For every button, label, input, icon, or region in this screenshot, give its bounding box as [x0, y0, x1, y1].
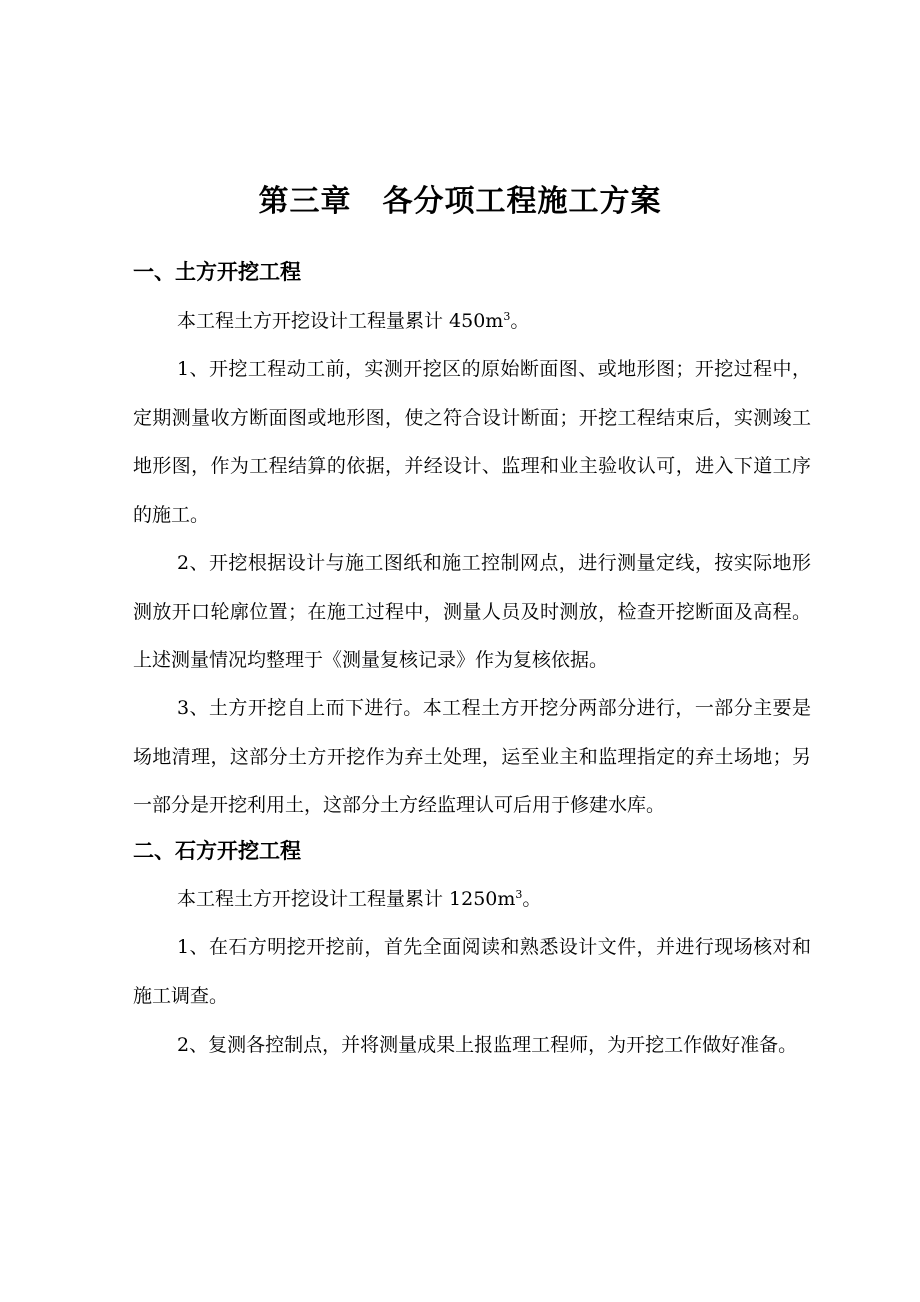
intro-suffix: 。 [510, 310, 530, 332]
paragraph-earthwork-1: 1、开挖工程动工前，实测开挖区的原始断面图、或地形图；开挖过程中，定期测量收方断面图或地形图，使之符合设计断面；开挖工程结束后，实测竣工地形图，作为工程结算的依据，并经设计、监理和业主验收认可，进入下道工序的施工。 [133, 358, 811, 526]
paragraph-earthwork-2: 2、开挖根据设计与施工图纸和施工控制网点，进行测量定线，按实际地形测放开口轮廓位置；在施工过程中，测量人员及时测放，检查开挖断面及高程。上述测量情况均整理于《测量复核记录》作为复核依据。 [133, 552, 811, 671]
unit-superscript: 3 [515, 888, 523, 901]
paragraph-earthwork-3: 3、土方开挖自上而下进行。本工程土方开挖分两部分进行，一部分主要是场地清理，这部分土方开挖作为弃土处理，运至业主和监理指定的弃土场地；另一部分是开挖利用土，这部分土方经监理认可后用于修建水库。 [133, 697, 811, 816]
section-intro-earthwork [133, 297, 811, 346]
section-intro-rockwork [133, 875, 811, 924]
section-heading-earthwork: 一、土方开挖工程 [133, 260, 301, 284]
intro-suffix: 。 [522, 888, 542, 910]
intro-text: 本工程土方开挖设计工程量累计 1250m [177, 888, 516, 910]
section-heading-rockwork: 二、石方开挖工程 [133, 839, 301, 863]
paragraph-rockwork-1: 1、在石方明挖开挖前，首先全面阅读和熟悉设计文件，并进行现场核对和施工调查。 [133, 936, 811, 1007]
unit-superscript: 3 [503, 310, 511, 323]
chapter-title: 第三章 各分项工程施工方案 [258, 184, 662, 219]
paragraph-rockwork-2: 2、复测各控制点，并将测量成果上报监理工程师，为开挖工作做好准备。 [177, 1034, 798, 1056]
intro-text: 本工程土方开挖设计工程量累计 450m [177, 310, 504, 332]
